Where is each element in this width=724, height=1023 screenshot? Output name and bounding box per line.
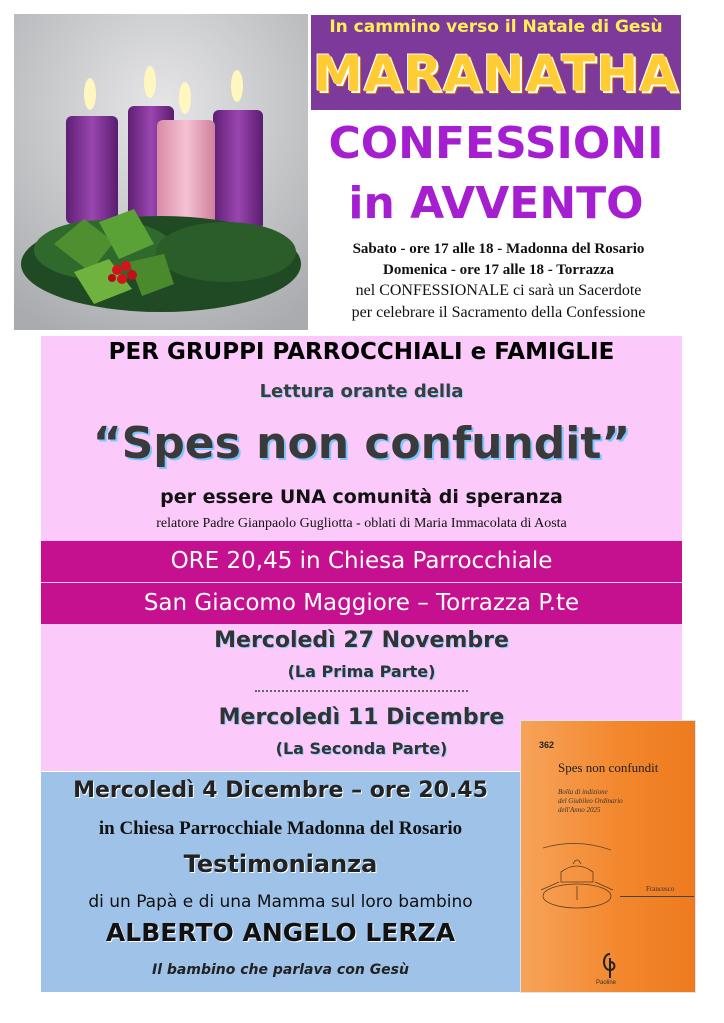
book-subtitle-line: del Giubileo Ordinario (558, 797, 623, 805)
info-line: nel CONFESSIONALE ci sarà un Sacerdote (355, 282, 642, 299)
date-second: Mercoledì 11 Dicembre (218, 705, 505, 730)
advent-candles-photo (14, 14, 308, 330)
schedule-saturday: Sabato - ore 17 alle 18 - Madonna del Rosario (352, 241, 645, 257)
testimony-section (41, 772, 520, 992)
book-publisher: Paoline (596, 980, 617, 986)
testimony-description: di un Papà e di una Mamma sul loro bambino (88, 892, 473, 912)
testimony-place: in Chiesa Parrocchiale Madonna del Rosario (98, 818, 463, 839)
part-first: (La Prima Parte) (287, 662, 436, 681)
location-bar: San Giacomo Maggiore – Torrazza P.te (41, 583, 682, 624)
confessioni-heading: CONFESSIONI (328, 118, 664, 169)
groups-title: PER GRUPPI PARROCCHIALI e FAMIGLIE (108, 339, 615, 365)
time-bar: ORE 20,45 in Chiesa Parrocchiale (41, 541, 682, 582)
part-second: (La Seconda Parte) (275, 739, 448, 758)
header-subtitle: In cammino verso il Natale di Gesù (329, 17, 663, 37)
publisher-logo-icon (598, 950, 622, 982)
header-title: MARANATHA (313, 45, 679, 103)
schedule-sunday: Domenica - ore 17 alle 18 - Torrazza (383, 262, 614, 278)
testimony-name: ALBERTO ANGELO LERZA (105, 918, 456, 947)
avvento-heading: in AVVENTO (348, 178, 644, 229)
book-title: Spes non confundit (558, 760, 659, 775)
date-first: Mercoledì 27 Novembre (214, 628, 509, 653)
spes-title: “Spes non confundit” (92, 418, 631, 469)
info-line: per celebrare il Sacramento della Confessione (351, 304, 646, 321)
book-subtitle-line: Bolla di indizione (558, 788, 608, 796)
speaker-line: relatore Padre Gianpaolo Gugliotta - oblati di Maria Immacolata di Aosta (156, 516, 567, 531)
book-subtitle-line: dell'Anno 2025 (558, 806, 601, 814)
testimony-date: Mercoledì 4 Dicembre – ore 20.45 (73, 778, 488, 803)
reading-subtitle: Lettura orante della (259, 381, 464, 402)
book-divider (620, 896, 694, 897)
community-tagline: per essere UNA comunità di speranza (160, 486, 563, 508)
testimony-heading: Testimonianza (183, 850, 378, 878)
st-peter-square-icon (537, 842, 617, 914)
book-number: 362 (539, 740, 555, 750)
testimony-book-title: Il bambino che parlava con Gesù (152, 962, 409, 978)
book-author: Francesco (646, 885, 675, 893)
dotted-divider (255, 690, 468, 692)
